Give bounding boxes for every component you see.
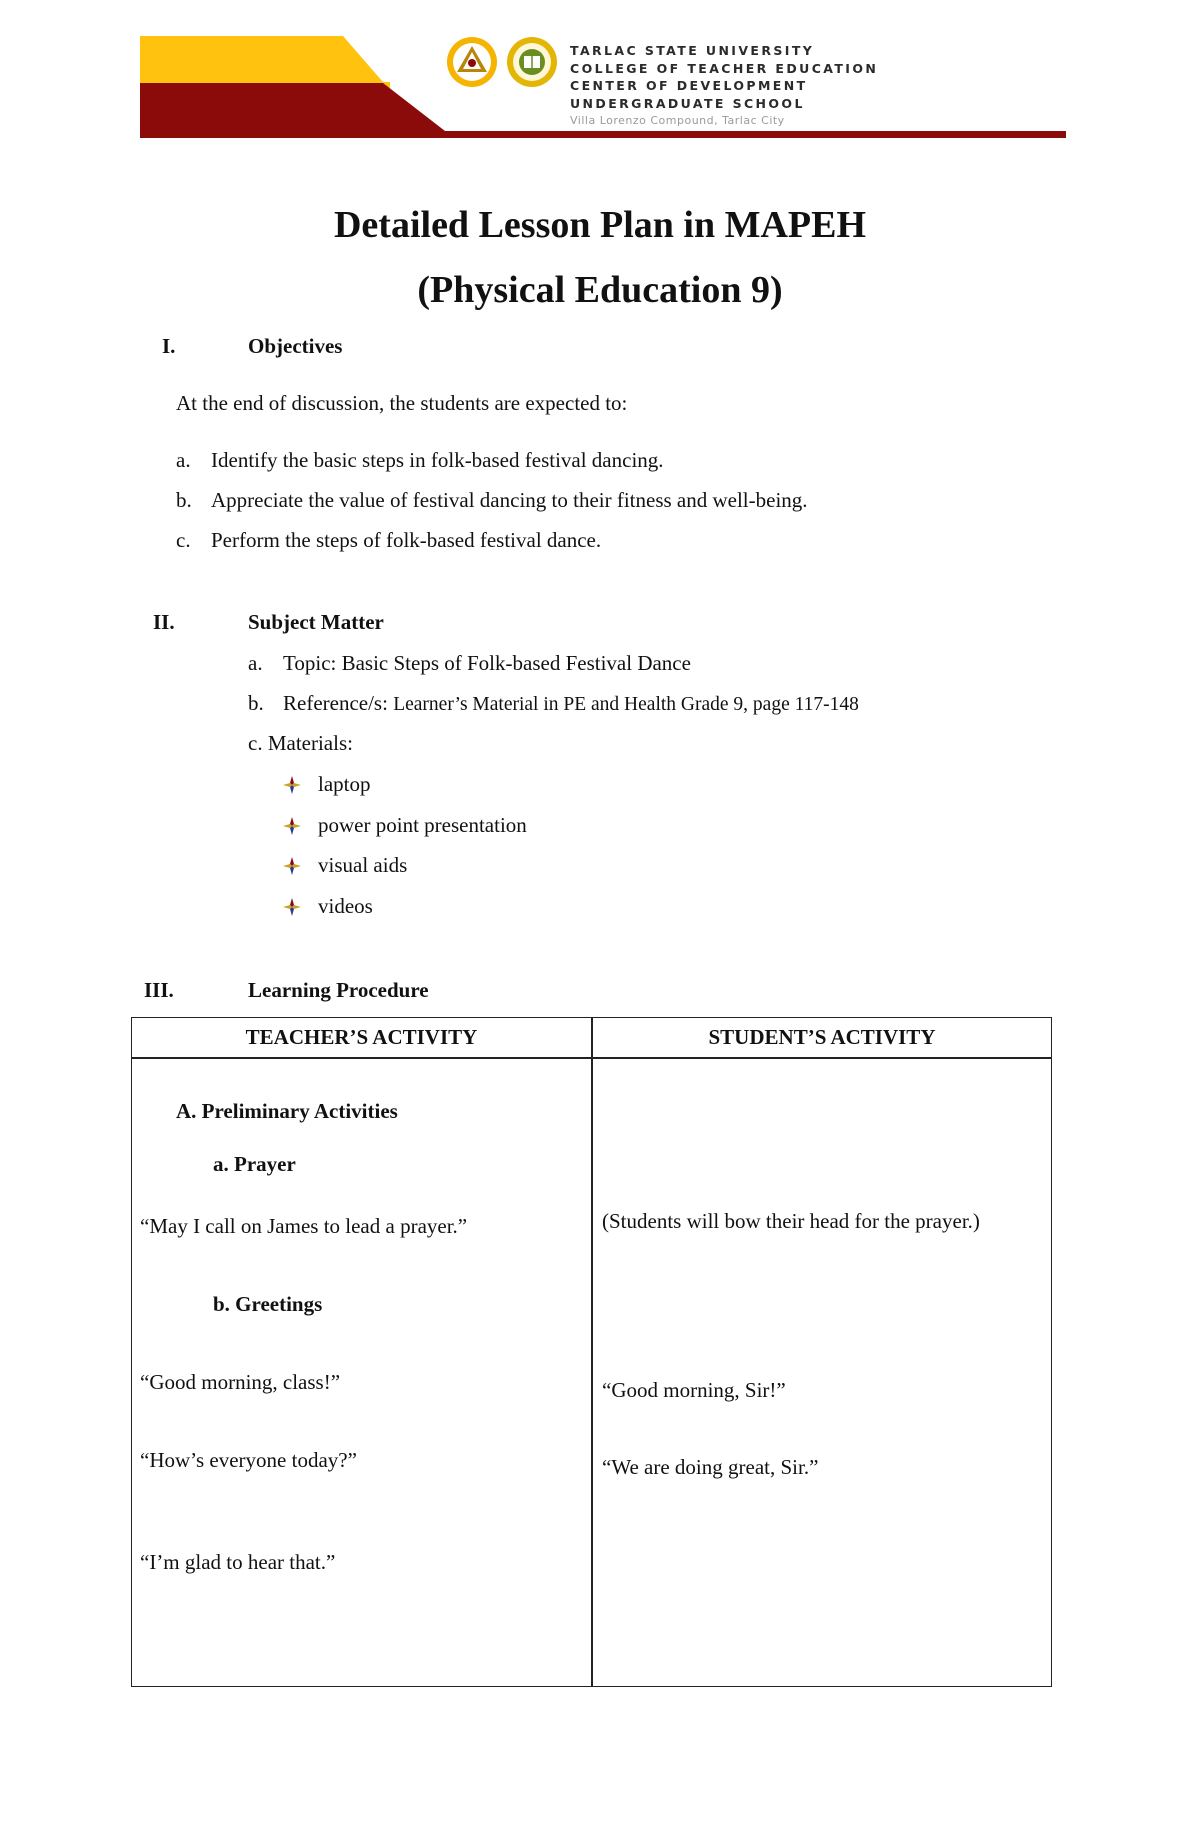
greetings-heading: b. Greetings (213, 1292, 323, 1316)
subject-matter-heading: Subject Matter (248, 610, 384, 634)
reference-letter: b. (248, 691, 264, 715)
document-subtitle: (Physical Education 9) (417, 269, 783, 311)
university-address: Villa Lorenzo Compound, Tarlac City (570, 114, 785, 127)
material-item: videos (318, 894, 373, 918)
teacher-prayer-line: “May I call on James to lead a prayer.” (140, 1214, 468, 1238)
objective-item: Identify the basic steps in folk-based festival dancing. (211, 448, 664, 472)
reference-text: Learner’s Material in PE and Health Grade 9, page 117-148 (393, 694, 859, 715)
document-title: Detailed Lesson Plan in MAPEH (333, 204, 867, 246)
reference-label: Reference/s: (283, 691, 394, 715)
learning-procedure-numeral: III. (144, 978, 174, 1002)
materials-label: c. Materials: (248, 731, 353, 755)
student-prayer-line: (Students will bow their head for the prayer.) (602, 1209, 980, 1233)
preliminary-activities-heading: A. Preliminary Activities (176, 1099, 398, 1123)
center-name: CENTER OF DEVELOPMENT (570, 78, 808, 93)
teacher-greeting-line: “How’s everyone today?” (140, 1448, 357, 1472)
activity-table (131, 1017, 1052, 1687)
teacher-greeting-line: “Good morning, class!” (140, 1370, 341, 1394)
bullet-diamond-icon (283, 776, 301, 794)
material-item: laptop (318, 772, 371, 796)
objectives-heading: Objectives (248, 334, 343, 358)
objective-item: Appreciate the value of festival dancing to their fitness and well-being. (211, 488, 808, 512)
learning-procedure-heading: Learning Procedure (248, 978, 429, 1002)
objective-item: Perform the steps of folk-based festival dance. (211, 528, 602, 552)
bullet-diamond-icon (283, 898, 301, 916)
reference-line (283, 691, 859, 716)
student-greeting-line: “Good morning, Sir!” (602, 1378, 786, 1402)
table-column-divider (591, 1018, 593, 1686)
objective-letter: b. (176, 488, 192, 512)
material-item: visual aids (318, 853, 408, 877)
prayer-heading: a. Prayer (213, 1152, 296, 1176)
subject-matter-numeral: II. (153, 610, 175, 634)
college-name: COLLEGE OF TEACHER EDUCATION (570, 60, 879, 76)
student-activity-header: STUDENT’S ACTIVITY (708, 1025, 936, 1049)
university-name: TARLAC STATE UNIVERSITY (570, 43, 815, 58)
objective-letter: a. (176, 448, 191, 472)
objective-letter: c. (176, 528, 191, 552)
school-name: UNDERGRADUATE SCHOOL (570, 95, 805, 111)
teacher-greeting-line: “I’m glad to hear that.” (140, 1550, 336, 1574)
topic-text: Topic: Basic Steps of Folk-based Festival Dance (283, 651, 691, 675)
university-seal-logo (446, 36, 498, 88)
objectives-intro: At the end of discussion, the students are expected to: (176, 391, 628, 415)
bullet-diamond-icon (283, 817, 301, 835)
bullet-diamond-icon (283, 857, 301, 875)
topic-letter: a. (248, 651, 263, 675)
college-seal-logo (506, 36, 558, 88)
header-institution-text (570, 42, 878, 130)
student-greeting-line: “We are doing great, Sir.” (602, 1455, 819, 1479)
table-header-divider (132, 1057, 1051, 1059)
objectives-numeral: I. (162, 334, 176, 358)
material-item: power point presentation (318, 813, 527, 837)
teacher-activity-header: TEACHER’S ACTIVITY (245, 1025, 478, 1049)
